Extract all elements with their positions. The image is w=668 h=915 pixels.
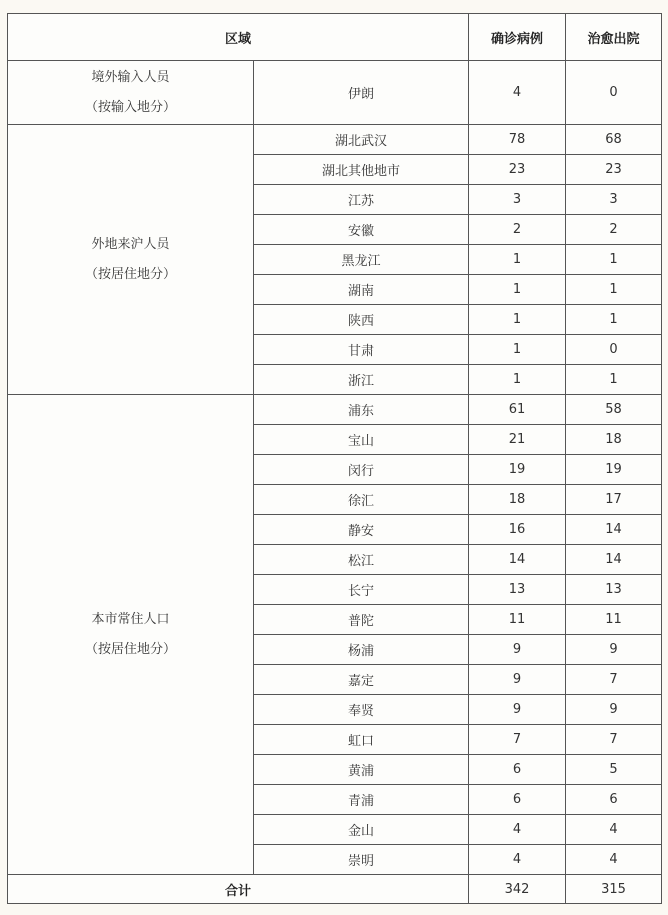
region-name: 杨浦 [254,635,469,665]
recovered-count: 23 [566,155,662,185]
region-name: 浦东 [254,395,469,425]
recovered-count: 7 [566,725,662,755]
header-recovered: 治愈出院 [566,14,662,61]
recovered-count: 13 [566,575,662,605]
recovered-count: 17 [566,485,662,515]
region-name: 浙江 [254,365,469,395]
region-name: 黑龙江 [254,245,469,275]
group-label-imported: 境外输入人员 （按输入地分） [8,61,254,125]
group-label-residents: 本市常住人口 （按居住地分） [8,395,254,875]
header-row [8,14,662,61]
region-name: 静安 [254,515,469,545]
confirmed-count: 13 [469,575,566,605]
confirmed-count: 19 [469,455,566,485]
confirmed-count: 21 [469,425,566,455]
recovered-count: 58 [566,395,662,425]
confirmed-count: 23 [469,155,566,185]
region-name: 虹口 [254,725,469,755]
region-name: 湖北武汉 [254,125,469,155]
confirmed-count: 1 [469,365,566,395]
recovered-count: 1 [566,305,662,335]
recovered-count: 9 [566,635,662,665]
confirmed-count: 78 [469,125,566,155]
region-name: 金山 [254,815,469,845]
confirmed-count: 1 [469,305,566,335]
confirmed-count: 4 [469,845,566,875]
confirmed-count: 14 [469,545,566,575]
region-name: 江苏 [254,185,469,215]
region-name: 湖南 [254,275,469,305]
recovered-count: 1 [566,365,662,395]
region-name: 湖北其他地市 [254,155,469,185]
total-row [8,875,662,904]
recovered-count: 0 [566,61,662,125]
confirmed-count: 1 [469,335,566,365]
confirmed-count: 1 [469,245,566,275]
recovered-count: 9 [566,695,662,725]
total-recovered: 315 [566,875,662,904]
header-confirmed: 确诊病例 [469,14,566,61]
recovered-count: 4 [566,845,662,875]
recovered-count: 5 [566,755,662,785]
confirmed-count: 6 [469,785,566,815]
recovered-count: 4 [566,815,662,845]
confirmed-count: 9 [469,665,566,695]
recovered-count: 7 [566,665,662,695]
table-row [8,61,662,125]
region-name: 安徽 [254,215,469,245]
confirmed-count: 9 [469,695,566,725]
recovered-count: 3 [566,185,662,215]
recovered-count: 2 [566,215,662,245]
confirmed-count: 4 [469,61,566,125]
table-row [8,125,662,155]
region-name: 陕西 [254,305,469,335]
confirmed-count: 11 [469,605,566,635]
recovered-count: 19 [566,455,662,485]
cases-table-container [7,13,662,904]
recovered-count: 14 [566,545,662,575]
recovered-count: 68 [566,125,662,155]
region-name: 闵行 [254,455,469,485]
recovered-count: 14 [566,515,662,545]
region-name: 长宁 [254,575,469,605]
confirmed-count: 18 [469,485,566,515]
region-name: 黄浦 [254,755,469,785]
recovered-count: 11 [566,605,662,635]
region-name: 松江 [254,545,469,575]
region-name: 崇明 [254,845,469,875]
recovered-count: 0 [566,335,662,365]
confirmed-count: 16 [469,515,566,545]
header-region: 区域 [8,14,469,61]
group-label-out-of-town: 外地来沪人员 （按居住地分） [8,125,254,395]
total-label: 合计 [8,875,469,904]
confirmed-count: 3 [469,185,566,215]
confirmed-count: 7 [469,725,566,755]
total-confirmed: 342 [469,875,566,904]
region-name: 普陀 [254,605,469,635]
region-name: 奉贤 [254,695,469,725]
confirmed-count: 4 [469,815,566,845]
confirmed-count: 2 [469,215,566,245]
confirmed-count: 1 [469,275,566,305]
region-name: 伊朗 [254,61,469,125]
region-name: 宝山 [254,425,469,455]
recovered-count: 6 [566,785,662,815]
confirmed-count: 61 [469,395,566,425]
cases-table [7,13,662,904]
recovered-count: 1 [566,245,662,275]
recovered-count: 1 [566,275,662,305]
region-name: 甘肃 [254,335,469,365]
table-row [8,395,662,425]
recovered-count: 18 [566,425,662,455]
region-name: 嘉定 [254,665,469,695]
region-name: 青浦 [254,785,469,815]
confirmed-count: 6 [469,755,566,785]
region-name: 徐汇 [254,485,469,515]
confirmed-count: 9 [469,635,566,665]
